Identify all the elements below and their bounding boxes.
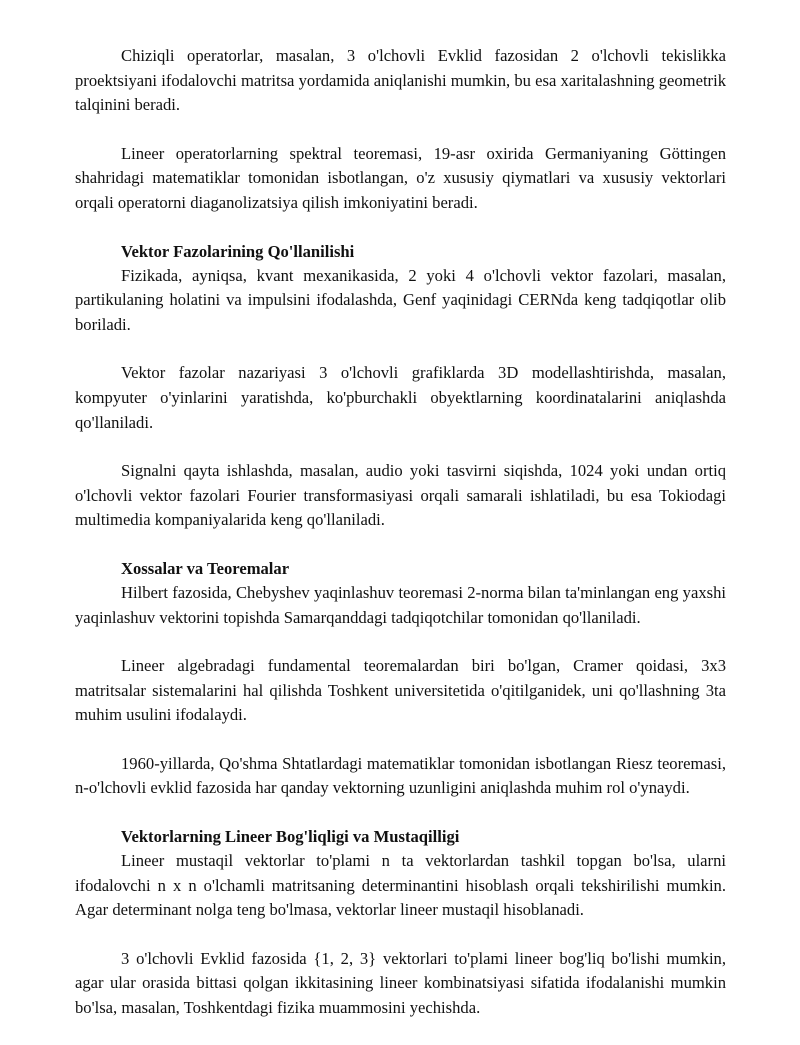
heading-xossalar-teoremalar: Xossalar va Teoremalar [121,558,290,578]
paragraph-fizika: Fizikada, ayniqsa, kvant mexanikasida, 2 yoki 4 o'lchovli vektor fazolari, masalan, partikulaning holatini va impulsini ifodalashda, Genf yaqinidagi CERNda keng tadqiqotlar olib boriladi. [75,265,726,334]
paragraph-riesz: 1960-yillarda, Qo'shma Shtatlardagi matematiklar tomonidan isbotlangan Riesz teoremasi, n-o'lchovli evklid fazosida har qanday vektorning uzunligini aniqlashda muhim rol o'ynaydi. [75,753,726,798]
paragraph-determinant: Lineer mustaqil vektorlar to'plami n ta vektorlardan tashkil topgan bo'lsa, ularni ifodalovchi n x n o'lchamli matritsaning determinantini hisoblash orqali tekshirilishi mumkin. Agar determinant nolga teng bo'lmasa, vektorlar lineer mustaqil hisoblanadi. [75,851,726,920]
paragraph-cramer: Lineer algebradagi fundamental teoremalardan biri bo'lgan, Cramer qoidasi, 3x3 matritsalar sistemalarini hal qilishda Toshkent universitetida o'qitilganidek, uni qo'llashning 3ta muhim usulini ifodalaydi. [75,656,726,725]
paragraph-hilbert: Hilbert fazosida, Chebyshev yaqinlashuv teoremasi 2-norma bilan ta'minlangan eng yaxshi yaqinlashuv vektorini topishda Samarqanddagi tadqiqotchilar tomonidan qo'llaniladi. [75,582,726,627]
document-page [75,44,726,1045]
heading-lineer-bogliqlik: Vektorlarning Lineer Bog'liqligi va Mustaqilligi [121,827,460,847]
paragraph-spektral-teorema: Lineer operatorlarning spektral teoremasi, 19-asr oxirida Germaniyaning Göttingen shahridagi matematiklar tomonidan isbotlangan, o'z xususiy qiymatlari va xususiy vektorlari orqali operatorni diaganolizatsiya qilish imkoniyatini beradi. [75,143,726,212]
paragraph-chiziqli-operatorlar: Chiziqli operatorlar, masalan, 3 o'lchovli Evklid fazosidan 2 o'lchovli tekislikka proektsiyani ifodalovchi matritsa yordamida aniqlanishi mumkin, bu esa xaritalashning geometrik talqinini beradi. [75,46,726,115]
heading-vektor-fazolari-qollanilishi: Vektor Fazolarining Qo'llanilishi [121,241,355,261]
paragraph-3d-modellash: Vektor fazolar nazariyasi 3 o'lchovli grafiklarda 3D modellashtirishda, masalan, kompyuter o'yinlarini yaratishda, ko'pburchakli obyektlarning koordinatalarini aniqlashda qo'llaniladi. [75,363,726,432]
paragraph-evklid-123: 3 o'lchovli Evklid fazosida {1, 2, 3} vektorlari to'plami lineer bog'liq bo'lishi mumkin, agar ular orasida bittasi qolgan ikkitasining lineer kombinatsiyasi sifatida ifodalanishi mumkin bo'lsa, masalan, Toshkentdagi fizika muammosini yechishda. [75,948,726,1018]
paragraph-signal: Signalni qayta ishlashda, masalan, audio yoki tasvirni siqishda, 1024 yoki undan ortiq o'lchovli vektor fazolari Fourier transformasiyasi orqali samarali ishlatiladi, bu esa Tokiodagi multimedia kompaniyalarida keng qo'llaniladi. [75,461,726,530]
